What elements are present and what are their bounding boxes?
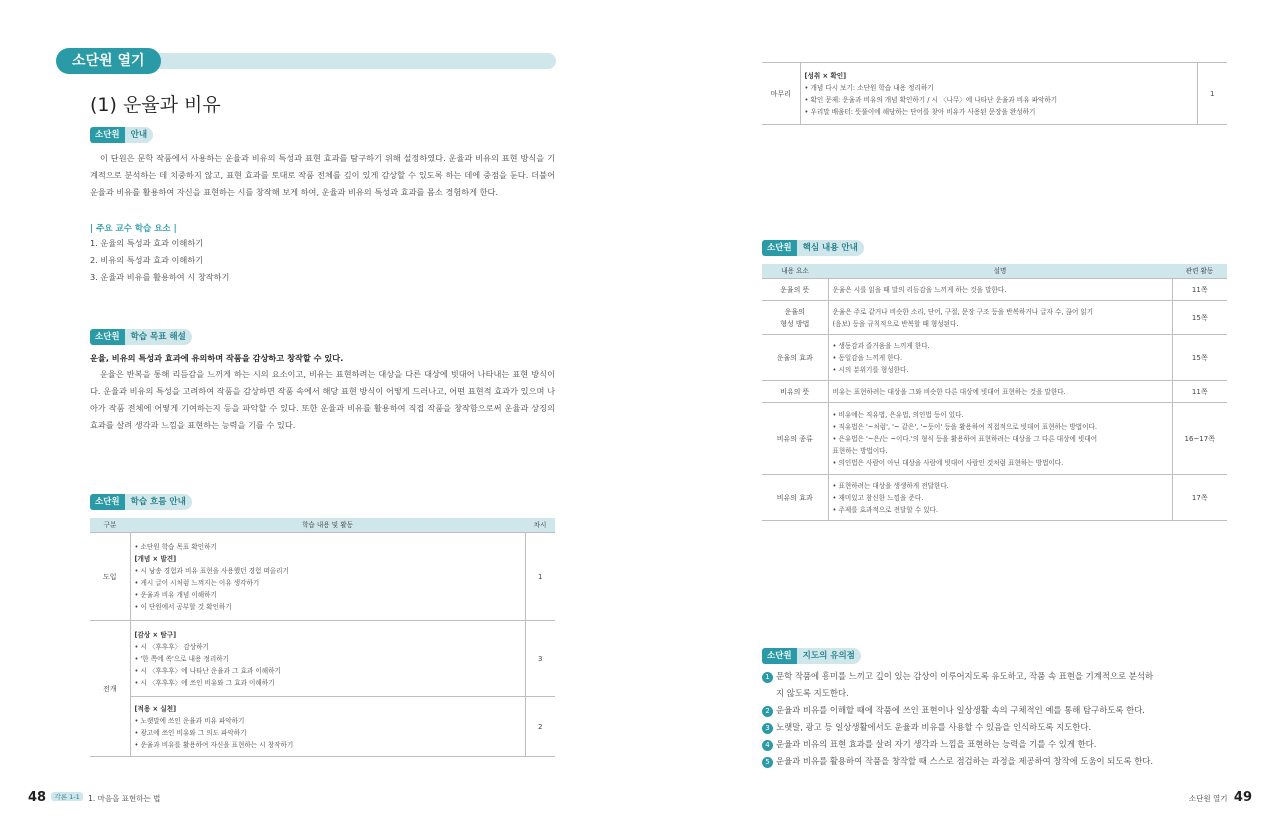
core-page: 15쪽 xyxy=(1172,301,1227,335)
footer-section: 소단원 열기 xyxy=(1188,794,1228,803)
flow-dev2-content: [적용 × 실천] • 노랫말에 쓰인 운율과 비유 파악하기 • 광고에 쓰인 비유와 그 의도 파악하기 • 운율과 비유를 활용하여 자신을 표현하는 시 창작하기 xyxy=(130,697,525,757)
core-desc: 운율은 주로 같거나 비슷한 소리, 단어, 구절, 문장 구조 등을 반복하거나 글자 수, 끊어 읽기 (음보) 등을 규칙적으로 반복할 때 형성된다. xyxy=(828,301,1172,335)
table-row xyxy=(762,403,1227,475)
table-row xyxy=(90,621,555,697)
table-row xyxy=(762,335,1227,381)
core-desc: 운율은 시를 읽을 때 말의 리듬감을 느끼게 하는 것을 말한다. xyxy=(828,279,1172,301)
intro-text: 이 단원은 문학 작품에서 사용하는 운율과 비유의 특성과 표현 효과를 탐구하기 위해 설정하였다. 운율과 비유의 표현 방식을 기계적으로 분석하는 데 치중하지 않고, 표현 효과를 토대로 작품 전체를 깊이 있게 감상할 수 있도록 하는 데에 중점을 둔다. 더불어 운율과 비유를 활용하여 자신을 표현하는 시를 창작해 보게 하여, 운율과 비유의 특성과 효과를 몸소 경험하게 한다. xyxy=(90,153,555,197)
goal-text: 운율은 반복을 통해 리듬감을 느끼게 하는 시의 요소이고, 비유는 표현하려는 대상을 다른 대상에 빗대어 나타내는 표현 방식이다. 운율과 비유의 특성을 고려하여 작품을 감상하면 작품 속에서 해당 표현 방식이 어떻게 드러나고, 어떤 표현적 효과가 있으며 나아가 작품 전체에 어떻게 기여하는지 등을 파악할 수 있다. 또한 운율과 비유를 활용하여 직접 작품을 창작함으로써 운율과 상징의 효과를 살려 생각과 느낌을 표현하는 능력을 기를 수 있다. xyxy=(90,369,555,430)
core-tag: 소단원 핵심 내용 안내 xyxy=(762,240,864,256)
core-header-activity: 관련 활동 xyxy=(1173,264,1226,278)
intro-tag: 소단원 안내 xyxy=(90,127,153,143)
flow-header-content: 학습 내용 및 활동 xyxy=(131,518,524,532)
flow-dev1-content: [감상 × 탐구] • 시 〈후후후〉 감상하기 • '한 쪽에 쏙'으로 내용 정리하기 • 시 〈후후후〉에 나타난 운율과 그 효과 이해하기 • 시 〈후후후〉에 쓰인 비유와 그 효과 이해하기 xyxy=(130,621,525,697)
table-row xyxy=(762,301,1227,335)
core-label: 비유의 효과 xyxy=(762,475,828,521)
wrap-label: 마무리 xyxy=(762,63,800,125)
number-badge: 5 xyxy=(762,757,773,768)
core-table xyxy=(762,264,1227,521)
core-page: 11쪽 xyxy=(1172,279,1227,301)
number-badge: 3 xyxy=(762,723,773,734)
note-item-2: 2 운율과 비유를 이해할 때에 작품에 쓰인 표현이나 일상생활 속의 구체적인 예를 통해 탐구하도록 한다. xyxy=(762,702,1232,719)
note-item-1: 1 문학 작품에 흥미를 느끼고 깊이 있는 감상이 이루어지도록 유도하고, 작품 속 표현을 기계적으로 분석하 xyxy=(762,668,1232,685)
table-row xyxy=(762,63,1227,125)
core-label: 비유의 종류 xyxy=(762,403,828,475)
right-footer xyxy=(1189,790,1252,805)
note-item-4: 4 운율과 비유의 표현 효과를 살려 자기 생각과 느낌을 표현하는 능력을 기를 수 있게 한다. xyxy=(762,736,1232,753)
table-row xyxy=(90,533,555,621)
key-item-2: 2. 비유의 특성과 효과 이해하기 xyxy=(90,255,204,265)
footer-chapter: 1. 마음을 표현하는 법 xyxy=(88,794,161,803)
core-desc: • 비유에는 직유법, 은유법, 의인법 등이 있다. • 직유법은 '~처럼', '~ 같은', '~듯이' 등을 활용하여 직접적으로 빗대어 표현하는 방법이다. • 은유법은 '~은/는 ~이다.'의 형식 등을 활용하여 표현하려는 대상을 그 다른 대상에 빗대어 표현하는 방법이다. • 의인법은 사람이 아닌 대상을 사람에 빗대어 사람인 것처럼 표현하는 방법이다. xyxy=(828,403,1172,475)
banner-title: 소단원 열기 xyxy=(56,48,161,74)
footer-chip: 각론 1-1 xyxy=(51,792,82,801)
wrap-table xyxy=(762,62,1227,125)
table-row xyxy=(762,475,1227,521)
core-label: 운율의 뜻 xyxy=(762,279,828,301)
table-row xyxy=(762,381,1227,403)
flow-table xyxy=(90,518,555,757)
flow-intro-hours: 1 xyxy=(525,533,555,621)
notes-tag: 소단원 지도의 유의점 xyxy=(762,648,861,664)
goal-bold-line: 운율, 비유의 특성과 효과에 유의하며 작품을 감상하고 창작할 수 있다. xyxy=(90,353,344,363)
section-banner xyxy=(56,48,556,74)
core-page: 16~17쪽 xyxy=(1172,403,1227,475)
flow-intro-content: • 소단원 학습 목표 확인하기 [개념 × 발견] • 시 낭송 경험과 비유 표현을 사용했던 경험 떠올리기 • 게시 글이 시처럼 느껴지는 이유 생각하기 • 운율과 비유 개념 이해하기 • 이 단원에서 공부할 것 확인하기 xyxy=(130,533,525,621)
key-item-1: 1. 운율의 특성과 효과 이해하기 xyxy=(90,238,204,248)
flow-tag: 소단원 학습 흐름 안내 xyxy=(90,494,192,510)
flow-intro-label: 도입 xyxy=(90,533,130,621)
core-header-desc: 설명 xyxy=(829,264,1171,278)
wrap-hours: 1 xyxy=(1197,63,1227,125)
right-page xyxy=(640,0,1280,838)
flow-dev-label: 전개 xyxy=(90,621,130,757)
number-badge: 1 xyxy=(762,672,773,683)
note-item-5: 5 운율과 비유를 활용하여 작품을 창작할 때 스스로 점검하는 과정을 제공하여 창작에 도움이 되도록 한다. xyxy=(762,753,1232,770)
flow-header-division: 구분 xyxy=(91,518,129,532)
key-heading: | 주요 교수 학습 요소 | xyxy=(90,224,177,234)
core-label: 운율의 형성 방법 xyxy=(762,301,828,335)
core-page: 11쪽 xyxy=(1172,381,1227,403)
page-number-right: 49 xyxy=(1233,790,1252,805)
number-badge: 4 xyxy=(762,740,773,751)
number-badge: 2 xyxy=(762,706,773,717)
table-row xyxy=(762,279,1227,301)
core-desc: 비유는 표현하려는 대상을 그와 비슷한 다른 대상에 빗대어 표현하는 것을 말한다. xyxy=(828,381,1172,403)
core-header-element: 내용 요소 xyxy=(763,264,827,278)
core-page: 17쪽 xyxy=(1172,475,1227,521)
note-item-1-cont: 지 않도록 지도한다. xyxy=(776,688,849,698)
flow-dev2-hours: 2 xyxy=(525,697,555,757)
wrap-content: [성취 × 확인] • 개념 다시 보기: 소단원 학습 내용 정리하기 • 확인 문제: 운율과 비유의 개념 확인하기 / 시 〈나무〉에 나타난 운율과 비유 파악하기 • 우리말 배움터: 뜻풀이에 해당하는 단어를 찾아 비유가 사용된 문장을 완성하기 xyxy=(800,63,1197,125)
goal-tag: 소단원 학습 목표 해설 xyxy=(90,329,192,345)
flow-dev1-hours: 3 xyxy=(525,621,555,697)
unit-title: (1) 운율과 비유 xyxy=(90,94,221,116)
page-number-left: 48 xyxy=(28,790,47,805)
core-label: 운율의 효과 xyxy=(762,335,828,381)
table-row xyxy=(90,697,555,757)
note-item-3: 3 노랫말, 광고 등 일상생활에서도 운율과 비유를 사용할 수 있음을 인식하도록 지도한다. xyxy=(762,719,1232,736)
key-item-3: 3. 운율과 비유를 활용하여 시 창작하기 xyxy=(90,272,230,282)
core-desc: • 표현하려는 대상을 생생하게 전달한다. • 재미있고 참신한 느낌을 준다. • 주제를 효과적으로 전달할 수 있다. xyxy=(828,475,1172,521)
left-footer xyxy=(28,790,160,805)
core-page: 15쪽 xyxy=(1172,335,1227,381)
core-label: 비유의 뜻 xyxy=(762,381,828,403)
core-desc: • 생동감과 즐거움을 느끼게 한다. • 동일감을 느끼게 한다. • 시의 분위기를 형성한다. xyxy=(828,335,1172,381)
flow-header-hours: 차시 xyxy=(526,518,554,532)
